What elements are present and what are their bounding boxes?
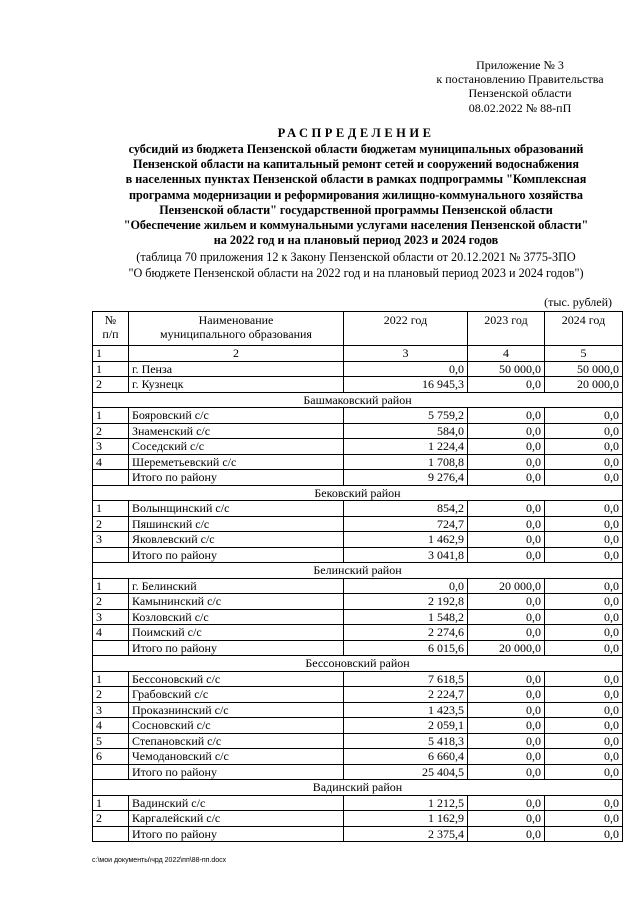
row-number [93, 547, 129, 563]
row-name: Итого по району [129, 826, 344, 842]
table-row [93, 408, 623, 424]
document-title: РАСПРЕДЕЛЕНИЕ [277, 126, 435, 140]
subtitle-line: в населенных пунктах Пензенской области в рамках подпрограммы "Комплексная [125, 172, 587, 187]
value-2024: 20 000,0 [545, 377, 623, 393]
table-row [93, 625, 623, 641]
value-2024: 0,0 [545, 594, 623, 610]
row-number: 6 [93, 749, 129, 765]
document-subtitle [90, 142, 622, 248]
value-2024: 0,0 [545, 795, 623, 811]
value-2024: 0,0 [545, 826, 623, 842]
value-2024: 0,0 [545, 811, 623, 827]
value-2022: 1 548,2 [344, 609, 468, 625]
value-2023: 0,0 [468, 516, 545, 532]
row-name: Итого по району [129, 470, 344, 486]
row-name: Итого по району [129, 640, 344, 656]
value-2023: 0,0 [468, 609, 545, 625]
table-row [93, 594, 623, 610]
value-2024: 0,0 [545, 609, 623, 625]
value-2023: 0,0 [468, 687, 545, 703]
district-name: Бековский район [93, 485, 623, 501]
row-number: 1 [93, 501, 129, 517]
row-name: Итого по району [129, 764, 344, 780]
value-2022: 1 462,9 [344, 532, 468, 548]
value-2022: 2 224,7 [344, 687, 468, 703]
value-2024: 0,0 [545, 516, 623, 532]
total-row [93, 547, 623, 563]
value-2022: 7 618,5 [344, 671, 468, 687]
row-name: г. Белинский [129, 578, 344, 594]
table-row [93, 361, 623, 377]
subtitle-line: программа модернизации и реформирования жилищно-коммунального хозяйства [128, 187, 584, 202]
district-name: Бессоновский район [93, 656, 623, 672]
table-row [93, 718, 623, 734]
row-name: Яковлевский с/с [129, 532, 344, 548]
table-row [93, 454, 623, 470]
header-2022: 2022 год [344, 312, 468, 346]
row-number: 1 [93, 671, 129, 687]
row-number: 4 [93, 454, 129, 470]
value-2024: 0,0 [545, 547, 623, 563]
value-2023: 20 000,0 [468, 640, 545, 656]
row-number: 1 [93, 361, 129, 377]
value-2023: 0,0 [468, 826, 545, 842]
row-name: Пяшинский с/с [129, 516, 344, 532]
value-2023: 0,0 [468, 439, 545, 455]
table-row [93, 795, 623, 811]
row-number [93, 826, 129, 842]
value-2022: 5 418,3 [344, 733, 468, 749]
section-row [93, 485, 623, 501]
value-2023: 0,0 [468, 625, 545, 641]
column-number: 4 [468, 346, 545, 362]
header-name-line: муниципального образования [160, 327, 312, 341]
district-name: Вадинский район [93, 780, 623, 796]
row-name: Соседский с/с [129, 439, 344, 455]
appendix-line: Пензенской области [468, 86, 572, 101]
value-2023: 0,0 [468, 733, 545, 749]
row-number: 3 [93, 702, 129, 718]
row-number: 3 [93, 609, 129, 625]
row-name: Грабовский с/с [129, 687, 344, 703]
row-number [93, 470, 129, 486]
row-name: г. Пенза [129, 361, 344, 377]
subtitle-line: Пензенской области на капитальный ремонт сетей и сооружений водоснабжения [132, 157, 580, 172]
value-2024: 0,0 [545, 702, 623, 718]
law-reference [90, 250, 622, 281]
row-number: 2 [93, 377, 129, 393]
value-2024: 0,0 [545, 423, 623, 439]
row-name: Чемодановский с/с [129, 749, 344, 765]
row-number: 2 [93, 516, 129, 532]
value-2024: 0,0 [545, 439, 623, 455]
appendix-line: 08.02.2022 № 88-пП [468, 100, 572, 115]
table-row [93, 749, 623, 765]
row-number: 3 [93, 532, 129, 548]
column-number-row [93, 346, 623, 362]
total-row [93, 764, 623, 780]
header-number-line: п/п [102, 327, 119, 341]
subtitle-line: субсидий из бюджета Пензенской области бюджетам муниципальных образований [128, 142, 584, 156]
value-2023: 0,0 [468, 594, 545, 610]
table-row [93, 377, 623, 393]
header-number [93, 312, 129, 346]
value-2023: 0,0 [468, 764, 545, 780]
value-2022: 2 375,4 [344, 826, 468, 842]
total-row [93, 470, 623, 486]
value-2024: 50 000,0 [545, 361, 623, 377]
value-2022: 16 945,3 [344, 377, 468, 393]
row-name: Итого по району [129, 547, 344, 563]
value-2022: 2 059,1 [344, 718, 468, 734]
value-2024: 0,0 [545, 749, 623, 765]
value-2023: 0,0 [468, 377, 545, 393]
row-number [93, 640, 129, 656]
row-name: Камынинский с/с [129, 594, 344, 610]
value-2023: 0,0 [468, 454, 545, 470]
total-row [93, 640, 623, 656]
row-number: 1 [93, 408, 129, 424]
value-2022: 584,0 [344, 423, 468, 439]
row-number: 5 [93, 733, 129, 749]
row-name: Бессоновский с/с [129, 671, 344, 687]
column-number: 1 [93, 346, 129, 362]
subtitle-line: Пензенской области" государственной программы Пензенской области [159, 202, 553, 217]
value-2022: 1 212,5 [344, 795, 468, 811]
header-2023: 2023 год [468, 312, 545, 346]
value-2023: 0,0 [468, 423, 545, 439]
table-row [93, 501, 623, 517]
value-2023: 0,0 [468, 532, 545, 548]
value-2023: 0,0 [468, 470, 545, 486]
row-number: 4 [93, 718, 129, 734]
value-2022: 0,0 [344, 578, 468, 594]
appendix-line: к постановлению Правительства [436, 72, 604, 87]
section-row [93, 392, 623, 408]
row-number: 1 [93, 578, 129, 594]
table-row [93, 811, 623, 827]
column-number: 5 [545, 346, 623, 362]
value-2024: 0,0 [545, 501, 623, 517]
table-row [93, 578, 623, 594]
value-2024: 0,0 [545, 718, 623, 734]
row-number: 2 [93, 594, 129, 610]
row-name: Проказнинский с/с [129, 702, 344, 718]
table-row [93, 671, 623, 687]
value-2022: 1 423,5 [344, 702, 468, 718]
district-name: Башмаковский район [93, 392, 623, 408]
units-label: (тыс. рублей) [544, 295, 612, 309]
row-name: Сосновский с/с [129, 718, 344, 734]
reference-line: "О бюджете Пензенской области на 2022 год и на плановый период 2023 и 2024 годов") [128, 265, 584, 280]
table-row [93, 609, 623, 625]
value-2024: 0,0 [545, 408, 623, 424]
row-number [93, 764, 129, 780]
table-row [93, 423, 623, 439]
row-name: Козловский с/с [129, 609, 344, 625]
value-2024: 0,0 [545, 470, 623, 486]
reference-line: (таблица 70 приложения 12 к Закону Пензенской области от 20.12.2021 № 3775-ЗПО [136, 250, 576, 264]
value-2023: 0,0 [468, 671, 545, 687]
table-header-row [93, 312, 623, 346]
value-2022: 854,2 [344, 501, 468, 517]
subtitle-line: "Обеспечение жильем и коммунальными услугами населения Пензенской области" [123, 218, 589, 233]
section-row [93, 563, 623, 579]
row-name: г. Кузнецк [129, 377, 344, 393]
value-2024: 0,0 [545, 733, 623, 749]
value-2022: 6 015,6 [344, 640, 468, 656]
row-name: Волынщинский с/с [129, 501, 344, 517]
row-number: 4 [93, 625, 129, 641]
value-2022: 0,0 [344, 361, 468, 377]
header-name [129, 312, 344, 346]
value-2023: 0,0 [468, 811, 545, 827]
value-2022: 6 660,4 [344, 749, 468, 765]
value-2022: 25 404,5 [344, 764, 468, 780]
row-number: 2 [93, 687, 129, 703]
value-2024: 0,0 [545, 671, 623, 687]
row-name: Степановский с/с [129, 733, 344, 749]
column-number: 2 [129, 346, 344, 362]
value-2024: 0,0 [545, 764, 623, 780]
section-row [93, 780, 623, 796]
value-2023: 20 000,0 [468, 578, 545, 594]
value-2022: 2 274,6 [344, 625, 468, 641]
value-2022: 2 192,8 [344, 594, 468, 610]
total-row [93, 826, 623, 842]
value-2024: 0,0 [545, 625, 623, 641]
table-row [93, 532, 623, 548]
table-row [93, 733, 623, 749]
table-row [93, 439, 623, 455]
row-name: Шереметьевский с/с [129, 454, 344, 470]
row-number: 3 [93, 439, 129, 455]
value-2022: 5 759,2 [344, 408, 468, 424]
value-2023: 50 000,0 [468, 361, 545, 377]
row-name: Каргалейский с/с [129, 811, 344, 827]
row-name: Знаменский с/с [129, 423, 344, 439]
value-2024: 0,0 [545, 532, 623, 548]
value-2023: 0,0 [468, 749, 545, 765]
column-number: 3 [344, 346, 468, 362]
value-2024: 0,0 [545, 578, 623, 594]
value-2023: 0,0 [468, 501, 545, 517]
value-2024: 0,0 [545, 640, 623, 656]
header-2024: 2024 год [545, 312, 623, 346]
subtitle-line: на 2022 год и на плановый период 2023 и 2024 годов [213, 233, 499, 248]
value-2024: 0,0 [545, 454, 623, 470]
appendix-line: Приложение № 3 [476, 58, 564, 72]
value-2022: 9 276,4 [344, 470, 468, 486]
row-name: Бояровский с/с [129, 408, 344, 424]
header-name-line: Наименование [198, 313, 274, 327]
value-2024: 0,0 [545, 687, 623, 703]
value-2022: 3 041,8 [344, 547, 468, 563]
table-row [93, 516, 623, 532]
row-name: Вадинский с/с [129, 795, 344, 811]
table-row [93, 702, 623, 718]
row-number: 1 [93, 795, 129, 811]
value-2022: 1 224,4 [344, 439, 468, 455]
row-number: 2 [93, 423, 129, 439]
value-2023: 0,0 [468, 702, 545, 718]
distribution-table [92, 311, 623, 842]
district-name: Белинский район [93, 563, 623, 579]
row-number: 2 [93, 811, 129, 827]
value-2022: 1 708,8 [344, 454, 468, 470]
value-2023: 0,0 [468, 718, 545, 734]
value-2022: 724,7 [344, 516, 468, 532]
row-name: Поимский с/с [129, 625, 344, 641]
section-row [93, 656, 623, 672]
value-2023: 0,0 [468, 547, 545, 563]
value-2023: 0,0 [468, 408, 545, 424]
appendix-block [400, 58, 640, 115]
value-2023: 0,0 [468, 795, 545, 811]
header-number-line: № [104, 313, 117, 327]
value-2022: 1 162,9 [344, 811, 468, 827]
file-path-footer: c:\мои документы\чрд 2022\пп\88-пп.docx [92, 857, 227, 864]
table-row [93, 687, 623, 703]
